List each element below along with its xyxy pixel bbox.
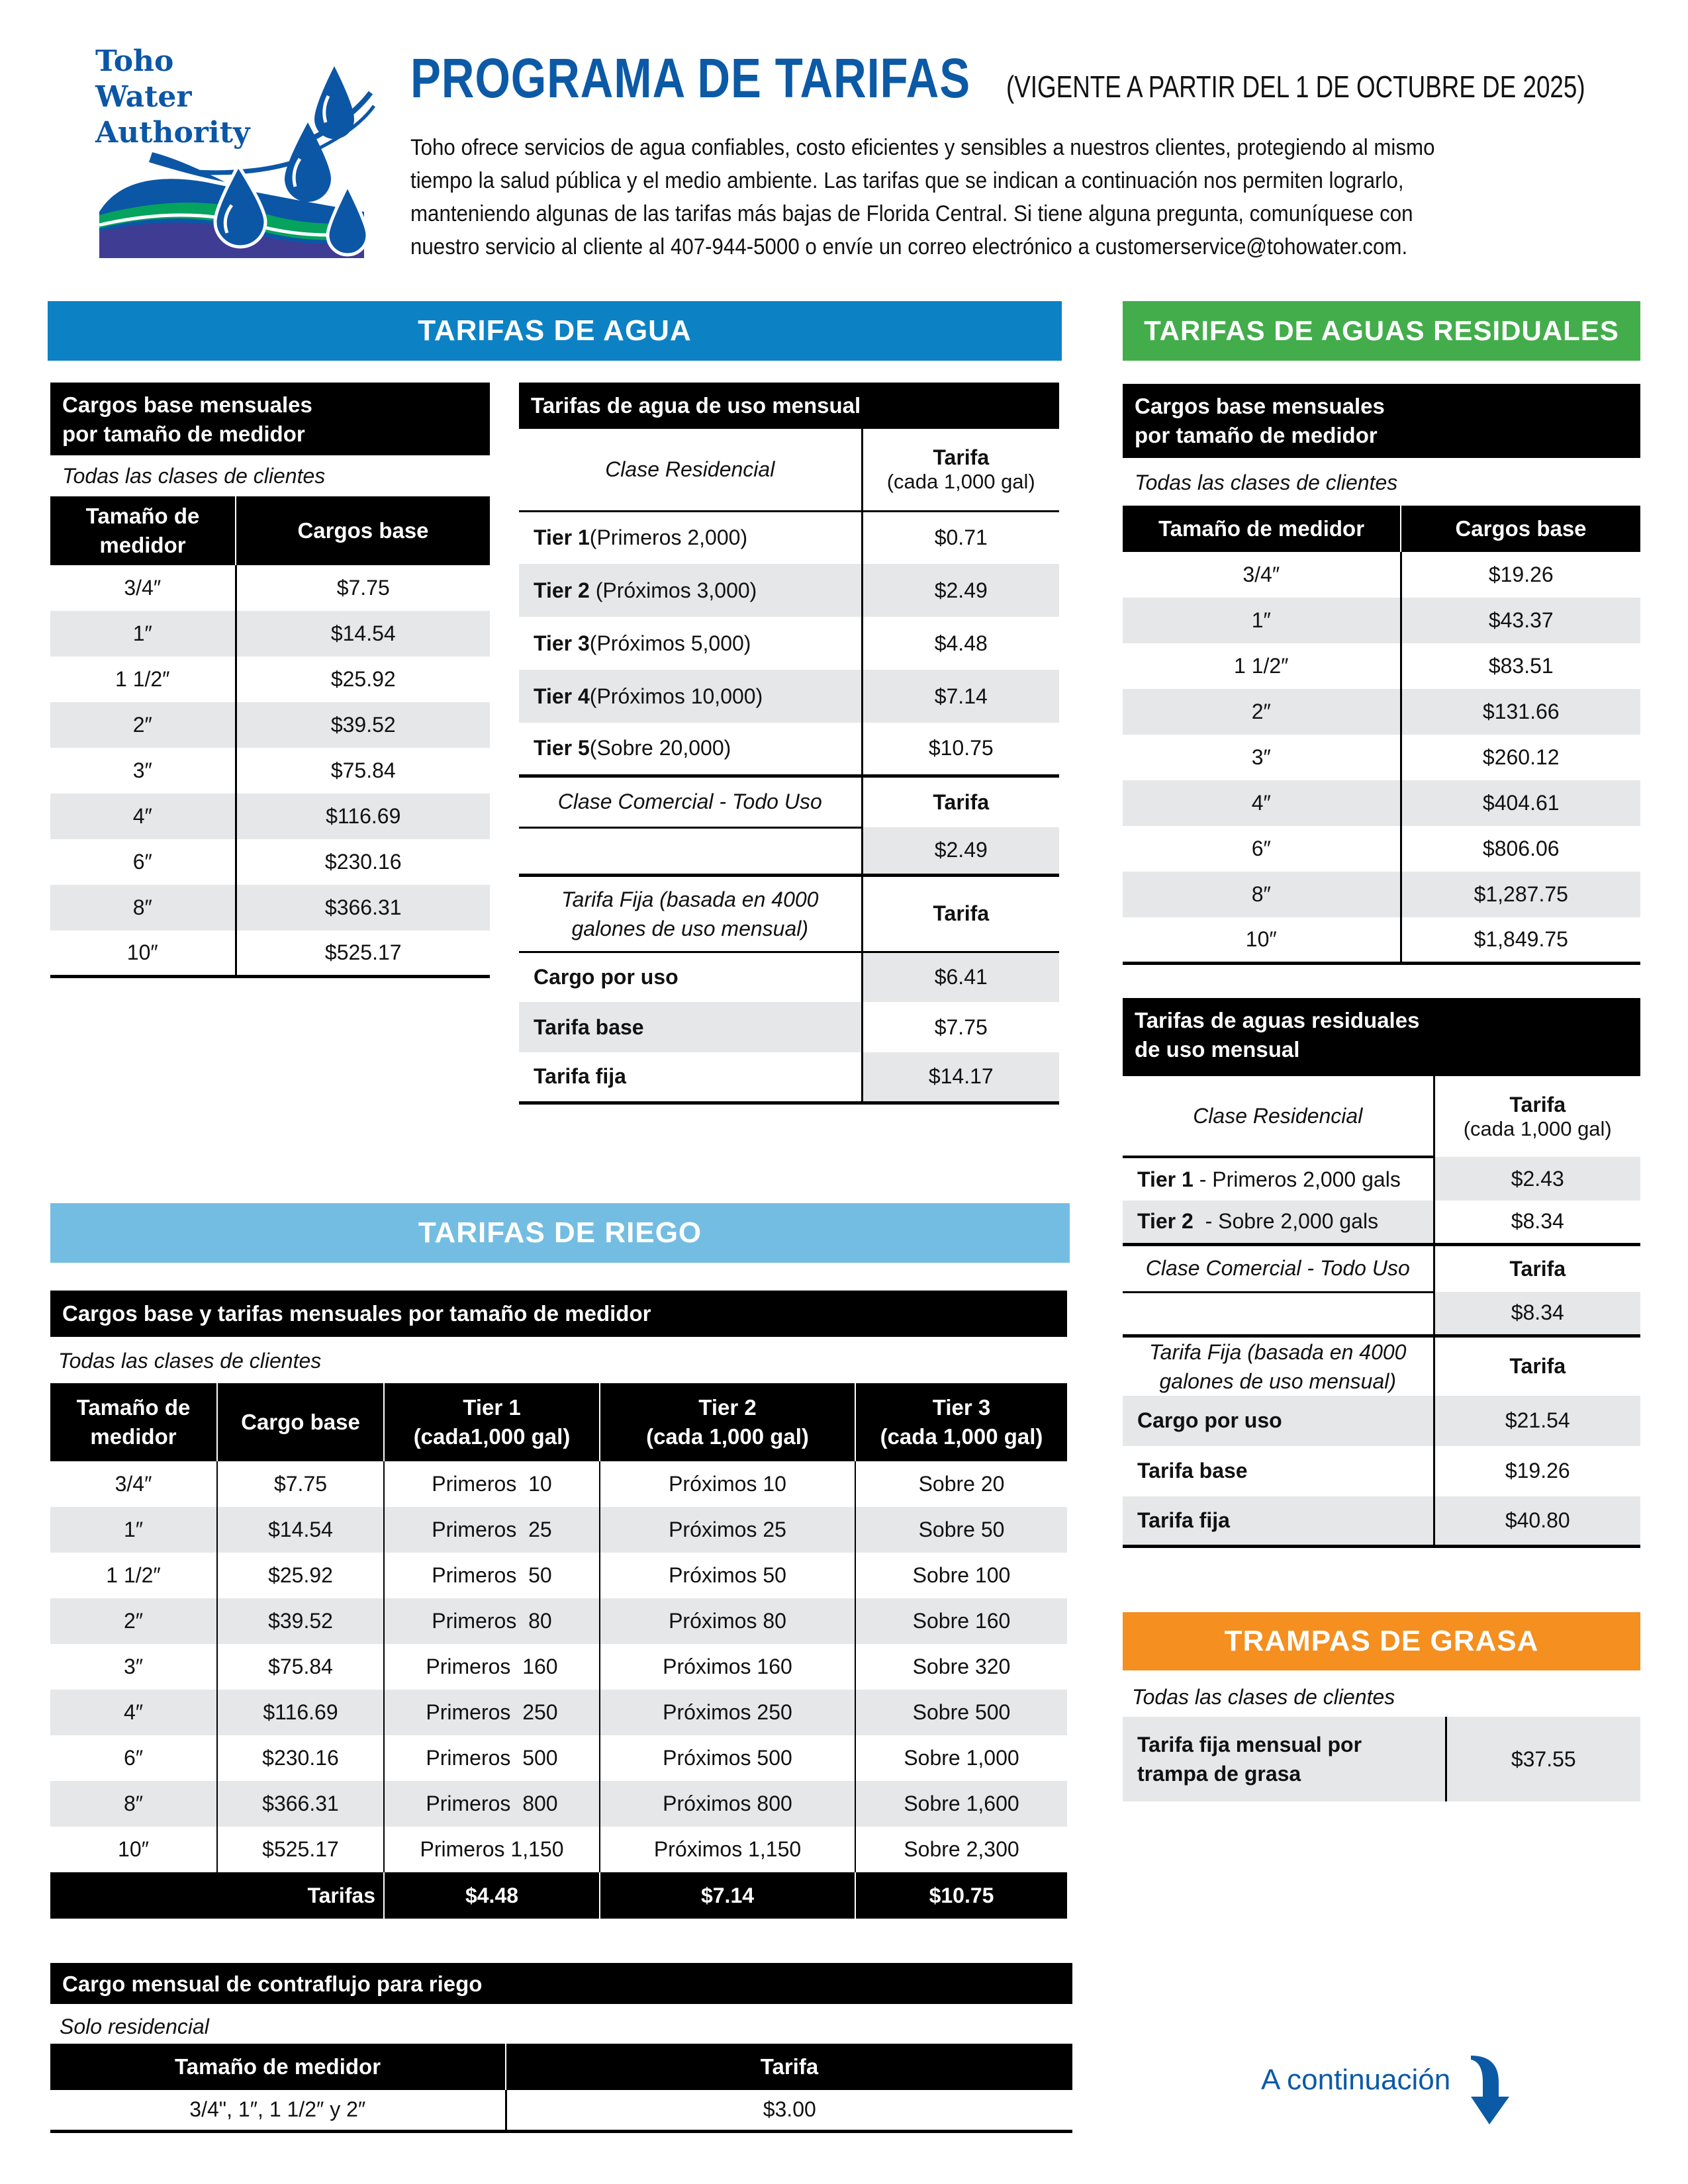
wastewater-base-table bbox=[1123, 506, 1640, 965]
logo-line: Toho bbox=[95, 44, 174, 78]
residential-class-label: Clase Residencial bbox=[1123, 1076, 1434, 1157]
intro-paragraph bbox=[410, 131, 1655, 263]
table-row bbox=[50, 565, 490, 611]
irrigation-table bbox=[50, 1383, 1067, 1919]
table-row bbox=[50, 1827, 1067, 1872]
base-charge: $75.84 bbox=[217, 1644, 384, 1690]
base-charge: $131.66 bbox=[1401, 689, 1640, 735]
base-charge: $14.54 bbox=[236, 611, 490, 657]
meter-size: 10″ bbox=[1123, 917, 1401, 963]
tier1-range: Primeros 500 bbox=[384, 1735, 600, 1781]
grease-trap-label: Tarifa fija mensual por trampa de grasa bbox=[1123, 1717, 1446, 1801]
base-charge: $7.75 bbox=[217, 1461, 384, 1507]
tier2-range: Próximos 1,150 bbox=[600, 1827, 855, 1872]
flat-rate-header: Tarifa bbox=[1434, 1336, 1640, 1396]
effective-date: (VIGENTE A PARTIR DEL 1 DE OCTUBRE DE 2025) bbox=[1006, 69, 1585, 104]
meter-size: 8″ bbox=[50, 1781, 217, 1827]
flat-rate-label: Tarifa base bbox=[519, 1002, 862, 1052]
tier-rate: $0.71 bbox=[862, 511, 1059, 564]
base-charge: $25.92 bbox=[236, 657, 490, 702]
tier-name: Tier 4 bbox=[534, 684, 590, 708]
col-header-main: Tamaño de medidor bbox=[76, 1395, 191, 1449]
irrigation-rates-banner: TARIFAS DE RIEGO bbox=[50, 1203, 1070, 1263]
tier-rate: $7.14 bbox=[862, 670, 1059, 723]
tier-rate: $4.48 bbox=[862, 617, 1059, 670]
table-note: Solo residencial bbox=[60, 2015, 209, 2038]
table-row bbox=[50, 794, 490, 839]
meter-size: 1″ bbox=[50, 611, 236, 657]
wastewater-rates-banner: TARIFAS DE AGUAS RESIDUALES bbox=[1123, 301, 1640, 361]
meter-size: 3″ bbox=[132, 758, 152, 782]
table-row bbox=[50, 885, 490, 931]
col-header-main: Tier 3 bbox=[932, 1395, 991, 1420]
tier1-range: Primeros 25 bbox=[384, 1507, 600, 1553]
tier-row bbox=[1123, 1201, 1640, 1244]
tier-name: Tier 2 bbox=[534, 578, 590, 602]
meter-size: 3/4″ bbox=[1243, 563, 1280, 586]
tier-rate: $8.34 bbox=[1434, 1201, 1640, 1244]
table-row bbox=[50, 1461, 1067, 1507]
page-title: PROGRAMA DE TARIFAS bbox=[410, 47, 970, 109]
commercial-class-label: Clase Comercial - Todo Uso bbox=[1123, 1244, 1434, 1292]
water-rates-banner: TARIFAS DE AGUA bbox=[48, 301, 1062, 361]
flat-rate-label: Tarifa Fija (basada en 4000 galones de uso mensual) bbox=[519, 875, 862, 952]
tier2-range: Próximos 10 bbox=[600, 1461, 855, 1507]
tier3-range: Sobre 160 bbox=[855, 1598, 1067, 1644]
title-line: de uso mensual bbox=[1135, 1037, 1300, 1062]
table-row bbox=[50, 1735, 1067, 1781]
table-row bbox=[50, 1644, 1067, 1690]
flat-rate-label: Tarifa fija bbox=[1123, 1496, 1434, 1547]
tier3-range: Sobre 2,300 bbox=[855, 1827, 1067, 1872]
base-charge: $806.06 bbox=[1401, 826, 1640, 872]
col-header bbox=[855, 1383, 1067, 1461]
meter-size: 2″ bbox=[50, 702, 236, 748]
title-line: por tamaño de medidor bbox=[1135, 423, 1378, 447]
rate-header: Tarifa (cada 1,000 gal) bbox=[862, 429, 1059, 511]
table-note: Todas las clases de clientes bbox=[1135, 471, 1398, 494]
table-row bbox=[50, 611, 490, 657]
table-row bbox=[50, 657, 490, 702]
tier-range: (Sobre 20,000) bbox=[589, 736, 731, 760]
base-charge: $75.84 bbox=[236, 748, 490, 794]
water-usage-rates-table bbox=[519, 383, 1059, 1105]
backflow-table bbox=[50, 2044, 1072, 2133]
table-row bbox=[50, 839, 490, 885]
table-row bbox=[1123, 689, 1640, 735]
meter-size: 3″ bbox=[1251, 745, 1271, 769]
tier2-range: Próximos 500 bbox=[600, 1735, 855, 1781]
tier2-range: Próximos 80 bbox=[600, 1598, 855, 1644]
table-row bbox=[50, 748, 490, 794]
tier-name: Tier 1 bbox=[1137, 1167, 1194, 1191]
table-title bbox=[1123, 384, 1640, 458]
meter-size: 4″ bbox=[1123, 780, 1401, 826]
base-charge: $1,287.75 bbox=[1401, 872, 1640, 917]
col-header-sub: (cada 1,000 gal) bbox=[880, 1424, 1043, 1449]
base-charge: $39.52 bbox=[236, 702, 490, 748]
col-header bbox=[384, 1383, 600, 1461]
tier-label bbox=[519, 723, 862, 776]
tier-name: Tier 1 bbox=[534, 525, 590, 550]
flat-rate-value: $7.75 bbox=[862, 1002, 1059, 1052]
tier3-range: Sobre 320 bbox=[855, 1644, 1067, 1690]
arrow-curved-down-icon bbox=[1471, 2056, 1517, 2126]
water-base-charges-table bbox=[50, 383, 490, 978]
col-header-meter-size: Tamaño de medidor bbox=[1123, 506, 1401, 552]
col-header-main: Tier 2 bbox=[698, 1395, 757, 1420]
col-header-sub: (cada1,000 gal) bbox=[413, 1424, 571, 1449]
col-header-base-charge: Cargos base bbox=[1401, 506, 1640, 552]
meter-size: 8″ bbox=[1123, 872, 1401, 917]
base-charge: $366.31 bbox=[236, 885, 490, 931]
table-row bbox=[50, 1690, 1067, 1735]
col-header bbox=[50, 1383, 217, 1461]
flat-rate-row bbox=[1123, 1496, 1640, 1547]
tier3-range: Sobre 1,000 bbox=[855, 1735, 1067, 1781]
flat-rate-label: Cargo por uso bbox=[1123, 1396, 1434, 1446]
col-header-sub: (cada 1,000 gal) bbox=[646, 1424, 809, 1449]
tier-label bbox=[519, 511, 862, 564]
meter-size: 2″ bbox=[50, 1598, 217, 1644]
flat-rate-label: Tarifa fija bbox=[519, 1052, 862, 1103]
tier2-rate: $7.14 bbox=[600, 1872, 855, 1919]
footer-label: Tarifas bbox=[307, 1883, 375, 1907]
table-note: Todas las clases de clientes bbox=[1132, 1685, 1395, 1709]
tier3-rate: $10.75 bbox=[855, 1872, 1067, 1919]
base-charge: $404.61 bbox=[1401, 780, 1640, 826]
flat-rate-label: Tarifa Fija (basada en 4000 galones de uso mensual) bbox=[1123, 1336, 1434, 1396]
table-row bbox=[1123, 917, 1640, 963]
flat-rate-value: $6.41 bbox=[862, 952, 1059, 1002]
flat-rate-value: $14.17 bbox=[862, 1052, 1059, 1103]
intro-line: Toho ofrece servicios de agua confiables, costo eficientes y sensibles a nuestros clientes, protegiendo al mismo bbox=[410, 135, 1435, 160]
table-row bbox=[50, 1781, 1067, 1827]
base-charge: $230.16 bbox=[236, 839, 490, 885]
wastewater-base-charges-table bbox=[1123, 384, 1640, 965]
table-note: Todas las clases de clientes bbox=[58, 1349, 322, 1373]
table-title: Cargo mensual de contraflujo para riego bbox=[50, 1963, 1072, 2004]
flat-rate-label: Cargo por uso bbox=[534, 965, 679, 989]
meter-size: 1 1/2″ bbox=[1234, 654, 1289, 678]
tier-rate: $2.43 bbox=[1434, 1157, 1640, 1201]
flat-rate-row bbox=[519, 1052, 1059, 1103]
tier-range: - Sobre 2,000 gals bbox=[1193, 1209, 1379, 1234]
tier-rate: $10.75 bbox=[862, 723, 1059, 776]
tier1-range: Primeros 80 bbox=[384, 1598, 600, 1644]
flat-rate-value: $21.54 bbox=[1434, 1396, 1640, 1446]
tier2-range: Próximos 50 bbox=[600, 1553, 855, 1598]
grease-trap-table bbox=[1123, 1678, 1640, 1801]
base-charge: $83.51 bbox=[1401, 643, 1640, 689]
tier2-range: Próximos 250 bbox=[600, 1690, 855, 1735]
table-row bbox=[1123, 643, 1640, 689]
tier3-range: Sobre 50 bbox=[855, 1507, 1067, 1553]
commercial-class-label: Clase Comercial - Todo Uso bbox=[519, 776, 862, 827]
table-row bbox=[50, 1598, 1067, 1644]
col-header bbox=[217, 1383, 384, 1461]
tier-label bbox=[519, 564, 862, 617]
meter-size: 1 1/2″ bbox=[106, 1563, 161, 1587]
col-header-meter-size: Tamaño de medidor bbox=[50, 2044, 506, 2090]
base-charge: $43.37 bbox=[1401, 598, 1640, 643]
title-line: Cargos base mensuales bbox=[62, 392, 312, 417]
table-title bbox=[50, 383, 490, 455]
grease-trap-banner: TRAMPAS DE GRASA bbox=[1123, 1612, 1640, 1670]
table-title: Tarifas de agua de uso mensual bbox=[519, 383, 1059, 429]
base-charge: $230.16 bbox=[217, 1735, 384, 1781]
irrigation-rates-table bbox=[50, 1291, 1067, 1919]
base-charge: $7.75 bbox=[236, 565, 490, 611]
meter-size: 10″ bbox=[118, 1837, 149, 1861]
irrigation-rates-footer bbox=[50, 1872, 1067, 1919]
water-usage-table bbox=[519, 429, 1059, 1105]
flat-rate-header: Tarifa bbox=[862, 875, 1059, 952]
tier2-range: Próximos 160 bbox=[600, 1644, 855, 1690]
title-line: por tamaño de medidor bbox=[62, 422, 305, 446]
table-row bbox=[1123, 780, 1640, 826]
tier-name: Tier 3 bbox=[534, 631, 590, 655]
base-charge: $116.69 bbox=[236, 794, 490, 839]
tier-range: (Próximos 10,000) bbox=[589, 684, 763, 708]
logo-line: Water bbox=[95, 80, 192, 114]
backflow-rate: $3.00 bbox=[506, 2090, 1072, 2131]
tier2-range: Próximos 800 bbox=[600, 1781, 855, 1827]
base-charge: $366.31 bbox=[217, 1781, 384, 1827]
page-header bbox=[410, 46, 1668, 111]
tier1-range: Primeros 1,150 bbox=[384, 1827, 600, 1872]
tier-row bbox=[519, 723, 1059, 776]
base-charge: $525.17 bbox=[236, 931, 490, 976]
tier-row bbox=[519, 564, 1059, 617]
base-charge: $25.92 bbox=[217, 1553, 384, 1598]
tier3-range: Sobre 20 bbox=[855, 1461, 1067, 1507]
tier-rate: $2.49 bbox=[862, 564, 1059, 617]
meter-size: 6″ bbox=[123, 1746, 144, 1770]
intro-line: manteniendo algunas de las tarifas más bajas de Florida Central. Si tiene alguna pregunta, comuníquese con bbox=[410, 201, 1413, 226]
continue-link[interactable]: A continuación bbox=[1261, 2064, 1451, 2096]
flat-rate-value: $40.80 bbox=[1434, 1496, 1640, 1547]
meter-size: 3/4″ bbox=[124, 576, 162, 600]
flat-rate-row bbox=[1123, 1396, 1640, 1446]
table-row bbox=[50, 1507, 1067, 1553]
base-charge: $260.12 bbox=[1401, 735, 1640, 780]
intro-line: tiempo la salud pública y el medio ambiente. Las tarifas que se indican a continuación nos permiten lograrlo, bbox=[410, 168, 1404, 193]
tier1-range: Primeros 50 bbox=[384, 1553, 600, 1598]
flat-rate-row bbox=[519, 952, 1059, 1002]
commercial-rate-header: Tarifa bbox=[862, 776, 1059, 827]
meter-size: 10″ bbox=[50, 931, 236, 976]
tier-row bbox=[519, 617, 1059, 670]
table-row bbox=[1123, 598, 1640, 643]
meter-size: 6″ bbox=[1251, 837, 1271, 860]
col-header-main: Tier 1 bbox=[463, 1395, 521, 1420]
col-header-base-charge: Cargos base bbox=[236, 496, 490, 565]
col-header bbox=[600, 1383, 855, 1461]
table-row bbox=[1123, 552, 1640, 598]
table-row bbox=[1123, 735, 1640, 780]
title-line: Cargos base mensuales bbox=[1135, 394, 1385, 418]
intro-line: nuestro servicio al cliente al 407-944-5000 o envíe un correo electrónico a customerservice@tohowater.com. bbox=[410, 234, 1408, 259]
tier3-range: Sobre 100 bbox=[855, 1553, 1067, 1598]
tier1-range: Primeros 250 bbox=[384, 1690, 600, 1735]
base-charge: $1,849.75 bbox=[1401, 917, 1640, 963]
tier-name: Tier 5 bbox=[534, 736, 590, 760]
table-row bbox=[1123, 826, 1640, 872]
flat-rate-value: $19.26 bbox=[1434, 1446, 1640, 1496]
base-charge: $39.52 bbox=[217, 1598, 384, 1644]
backflow-meter-sizes: 3/4", 1″, 1 1/2″ y 2″ bbox=[50, 2090, 506, 2131]
residential-class-label: Clase Residencial bbox=[605, 457, 775, 481]
col-header-meter-size: Tamaño de medidor bbox=[50, 496, 236, 565]
tier-row bbox=[1123, 1157, 1640, 1201]
tier2-range: Próximos 25 bbox=[600, 1507, 855, 1553]
col-header-rate: Tarifa bbox=[506, 2044, 1072, 2090]
meter-size: 8″ bbox=[50, 885, 236, 931]
wastewater-usage-table bbox=[1123, 1076, 1640, 1548]
tier-range: (Próximos 5,000) bbox=[589, 631, 751, 655]
grease-trap-rate: $37.55 bbox=[1446, 1717, 1640, 1801]
grease-table bbox=[1123, 1717, 1640, 1801]
commercial-rate-header: Tarifa bbox=[1434, 1244, 1640, 1292]
title-line: Tarifas de aguas residuales bbox=[1135, 1008, 1420, 1032]
water-base-table bbox=[50, 496, 490, 978]
meter-size: 3″ bbox=[123, 1655, 144, 1678]
table-row bbox=[50, 931, 490, 976]
base-charge: $19.26 bbox=[1401, 552, 1640, 598]
commercial-empty-cell bbox=[1123, 1292, 1434, 1336]
tier-row bbox=[519, 511, 1059, 564]
tier-row bbox=[519, 670, 1059, 723]
tier-range: (Primeros 2,000) bbox=[589, 525, 748, 550]
flat-rate-row bbox=[519, 1002, 1059, 1052]
table-title bbox=[1123, 998, 1640, 1076]
commercial-rate: $8.34 bbox=[1434, 1292, 1640, 1336]
backflow-charge-table bbox=[50, 1963, 1072, 2133]
meter-size: 1″ bbox=[1123, 598, 1401, 643]
meter-size: 4″ bbox=[50, 794, 236, 839]
base-charge: $525.17 bbox=[217, 1827, 384, 1872]
commercial-empty-cell bbox=[519, 827, 862, 875]
tier-name: Tier 2 bbox=[1137, 1209, 1194, 1234]
logo-line: Authority bbox=[95, 116, 250, 150]
tier1-range: Primeros 800 bbox=[384, 1781, 600, 1827]
table-title: Cargos base y tarifas mensuales por tamaño de medidor bbox=[50, 1291, 1067, 1337]
meter-size: 2″ bbox=[1123, 689, 1401, 735]
base-charge: $14.54 bbox=[217, 1507, 384, 1553]
table-row bbox=[1123, 872, 1640, 917]
tier-label bbox=[519, 670, 862, 723]
tier1-range: Primeros 160 bbox=[384, 1644, 600, 1690]
table-note: Todas las clases de clientes bbox=[62, 464, 326, 488]
tier1-range: Primeros 10 bbox=[384, 1461, 600, 1507]
tier3-range: Sobre 500 bbox=[855, 1690, 1067, 1735]
rate-header: Tarifa (cada 1,000 gal) bbox=[1434, 1076, 1640, 1157]
tier1-rate: $4.48 bbox=[384, 1872, 600, 1919]
table-row bbox=[50, 702, 490, 748]
meter-size: 4″ bbox=[50, 1690, 217, 1735]
tier-label bbox=[1123, 1201, 1434, 1244]
col-header-main: Cargo base bbox=[241, 1410, 360, 1434]
meter-size: 1 1/2″ bbox=[115, 667, 170, 691]
tier-label bbox=[1123, 1157, 1434, 1201]
tier3-range: Sobre 1,600 bbox=[855, 1781, 1067, 1827]
wastewater-usage-rates-table bbox=[1123, 998, 1640, 1548]
meter-size: 6″ bbox=[132, 850, 152, 874]
meter-size: 3/4″ bbox=[115, 1472, 152, 1496]
logo-wordmark bbox=[95, 44, 250, 151]
flat-rate-label: Tarifa base bbox=[1137, 1459, 1248, 1482]
toho-logo bbox=[86, 40, 377, 265]
base-charge: $116.69 bbox=[217, 1690, 384, 1735]
table-row bbox=[50, 1553, 1067, 1598]
tier-range: - Primeros 2,000 gals bbox=[1193, 1167, 1401, 1191]
commercial-rate: $2.49 bbox=[862, 827, 1059, 875]
tier-label bbox=[519, 617, 862, 670]
meter-size: 1″ bbox=[50, 1507, 217, 1553]
tier-range: (Próximos 3,000) bbox=[589, 578, 757, 602]
flat-rate-row bbox=[1123, 1446, 1640, 1496]
